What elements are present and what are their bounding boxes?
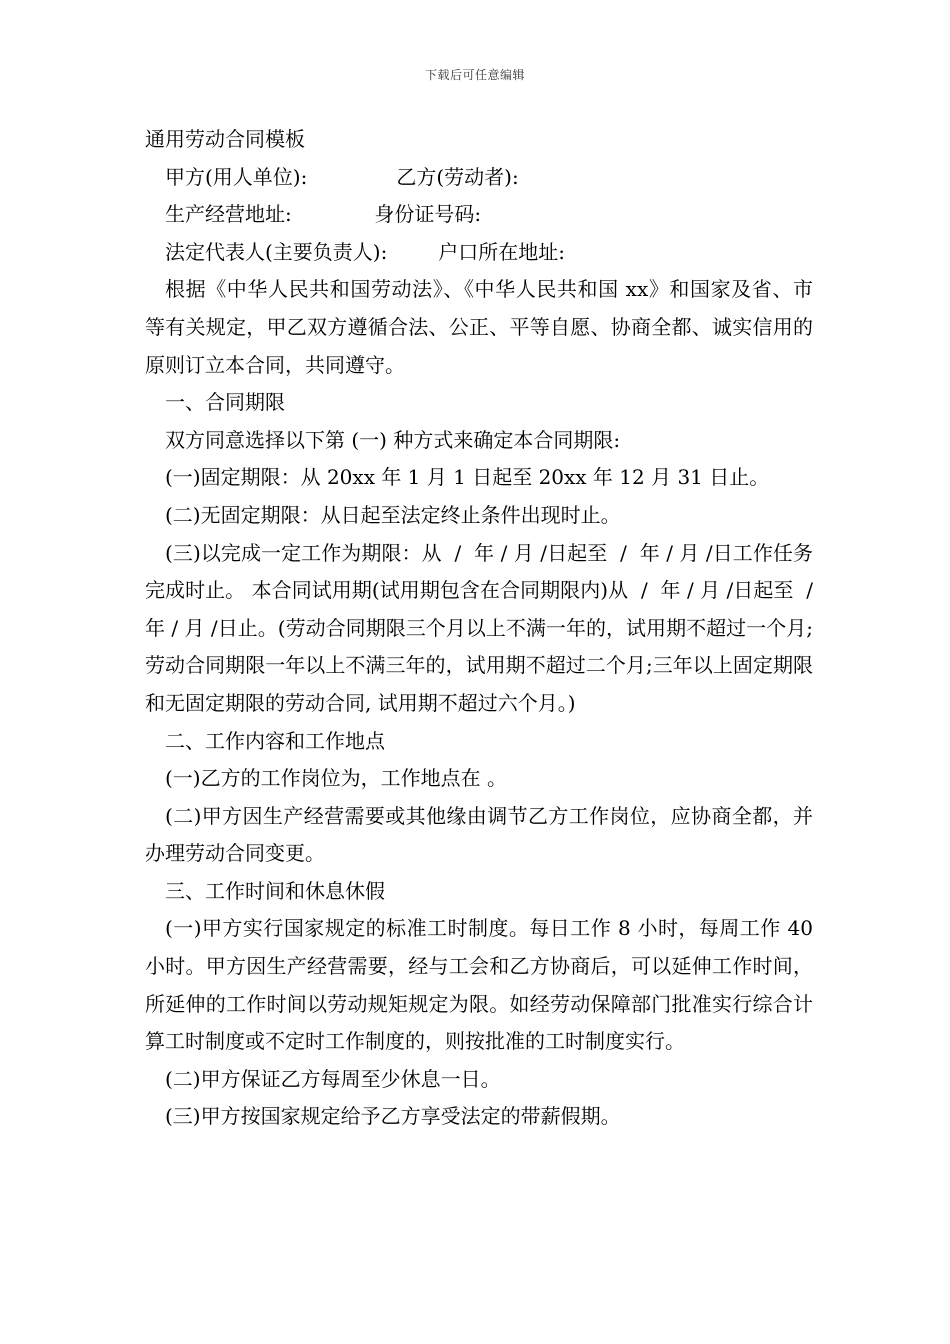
section-heading-working-hours: 三、工作时间和休息休假 <box>165 878 385 903</box>
working-hours-item-paid-leave: (三)甲方按国家规定给予乙方享受法定的带薪假期。 <box>165 1104 621 1129</box>
section-heading-work-content: 二、工作内容和工作地点 <box>165 728 385 753</box>
working-hours-item-weekly-rest: (二)甲方保证乙方每周至少休息一日。 <box>165 1066 501 1091</box>
contract-body <box>145 121 826 1136</box>
working-hours-item-standard: (一)甲方实行国家规定的标准工时制度。每日工作 8 小时，每周工作 40 小时。甲方因生产经营需要，经与工会和乙方协商后，可以延伸工作时间，所延伸的工作时间以劳动规矩规定为限。如经劳动保障部门批准实行综合计算工时制度或不定时工作制度的，则按批准的工时制度实行。 <box>145 916 820 1054</box>
party-line-employer-employee: 甲方(用人单位): 乙方(劳动者): <box>165 164 519 189</box>
work-content-item-adjustment: (二)甲方因生产经营需要或其他缘由调节乙方工作岗位，应协商全都，并办理劳动合同变更。 <box>145 803 813 866</box>
work-content-item-position: (一)乙方的工作岗位为，工作地点在 。 <box>165 766 507 791</box>
party-line-representative-residence: 法定代表人(主要负责人): 户口所在地址: <box>165 239 565 264</box>
contract-term-item-fixed: (一)固定期限：从 20xx 年 1 月 1 日起至 20xx 年 12 月 31 日止。 <box>165 465 770 490</box>
section-heading-contract-term: 一、合同期限 <box>165 390 285 415</box>
preamble-paragraph: 根据《中华人民共和国劳动法》、《中华人民共和国 xx》和国家及省、市等有关规定，甲乙双方遵循合法、公正、平等自愿、协商全都、诚实信用的原则订立本合同，共同遵守。 <box>145 277 813 377</box>
contract-term-item-open: (二)无固定期限：从日起至法定终止条件出现时止。 <box>165 502 621 527</box>
party-line-address-id: 生产经营地址: 身份证号码: <box>165 202 482 227</box>
document-title: 通用劳动合同模板 <box>145 127 305 151</box>
contract-term-item-task: (三)以完成一定工作为期限：从 / 年 / 月 /日起至 / 年 / 月 /日工作任务完成时止。 本合同试用期(试用期包含在合同期限内)从 / 年 / 月 /日起至 / 年 / 月 /日止。(劳动合同期限三个月以上不满一年的，试用期不超过一个月;劳动合同期限一年以上不满三年的，试用期不超过二个月;三年以上固定期限和无固定期限的劳动合同, 试用期不超过六个月。) <box>145 540 826 715</box>
contract-term-intro: 双方同意选择以下第 (一) 种方式来确定本合同期限: <box>165 427 621 452</box>
page-header-note: 下载后可任意编辑 <box>424 68 525 82</box>
